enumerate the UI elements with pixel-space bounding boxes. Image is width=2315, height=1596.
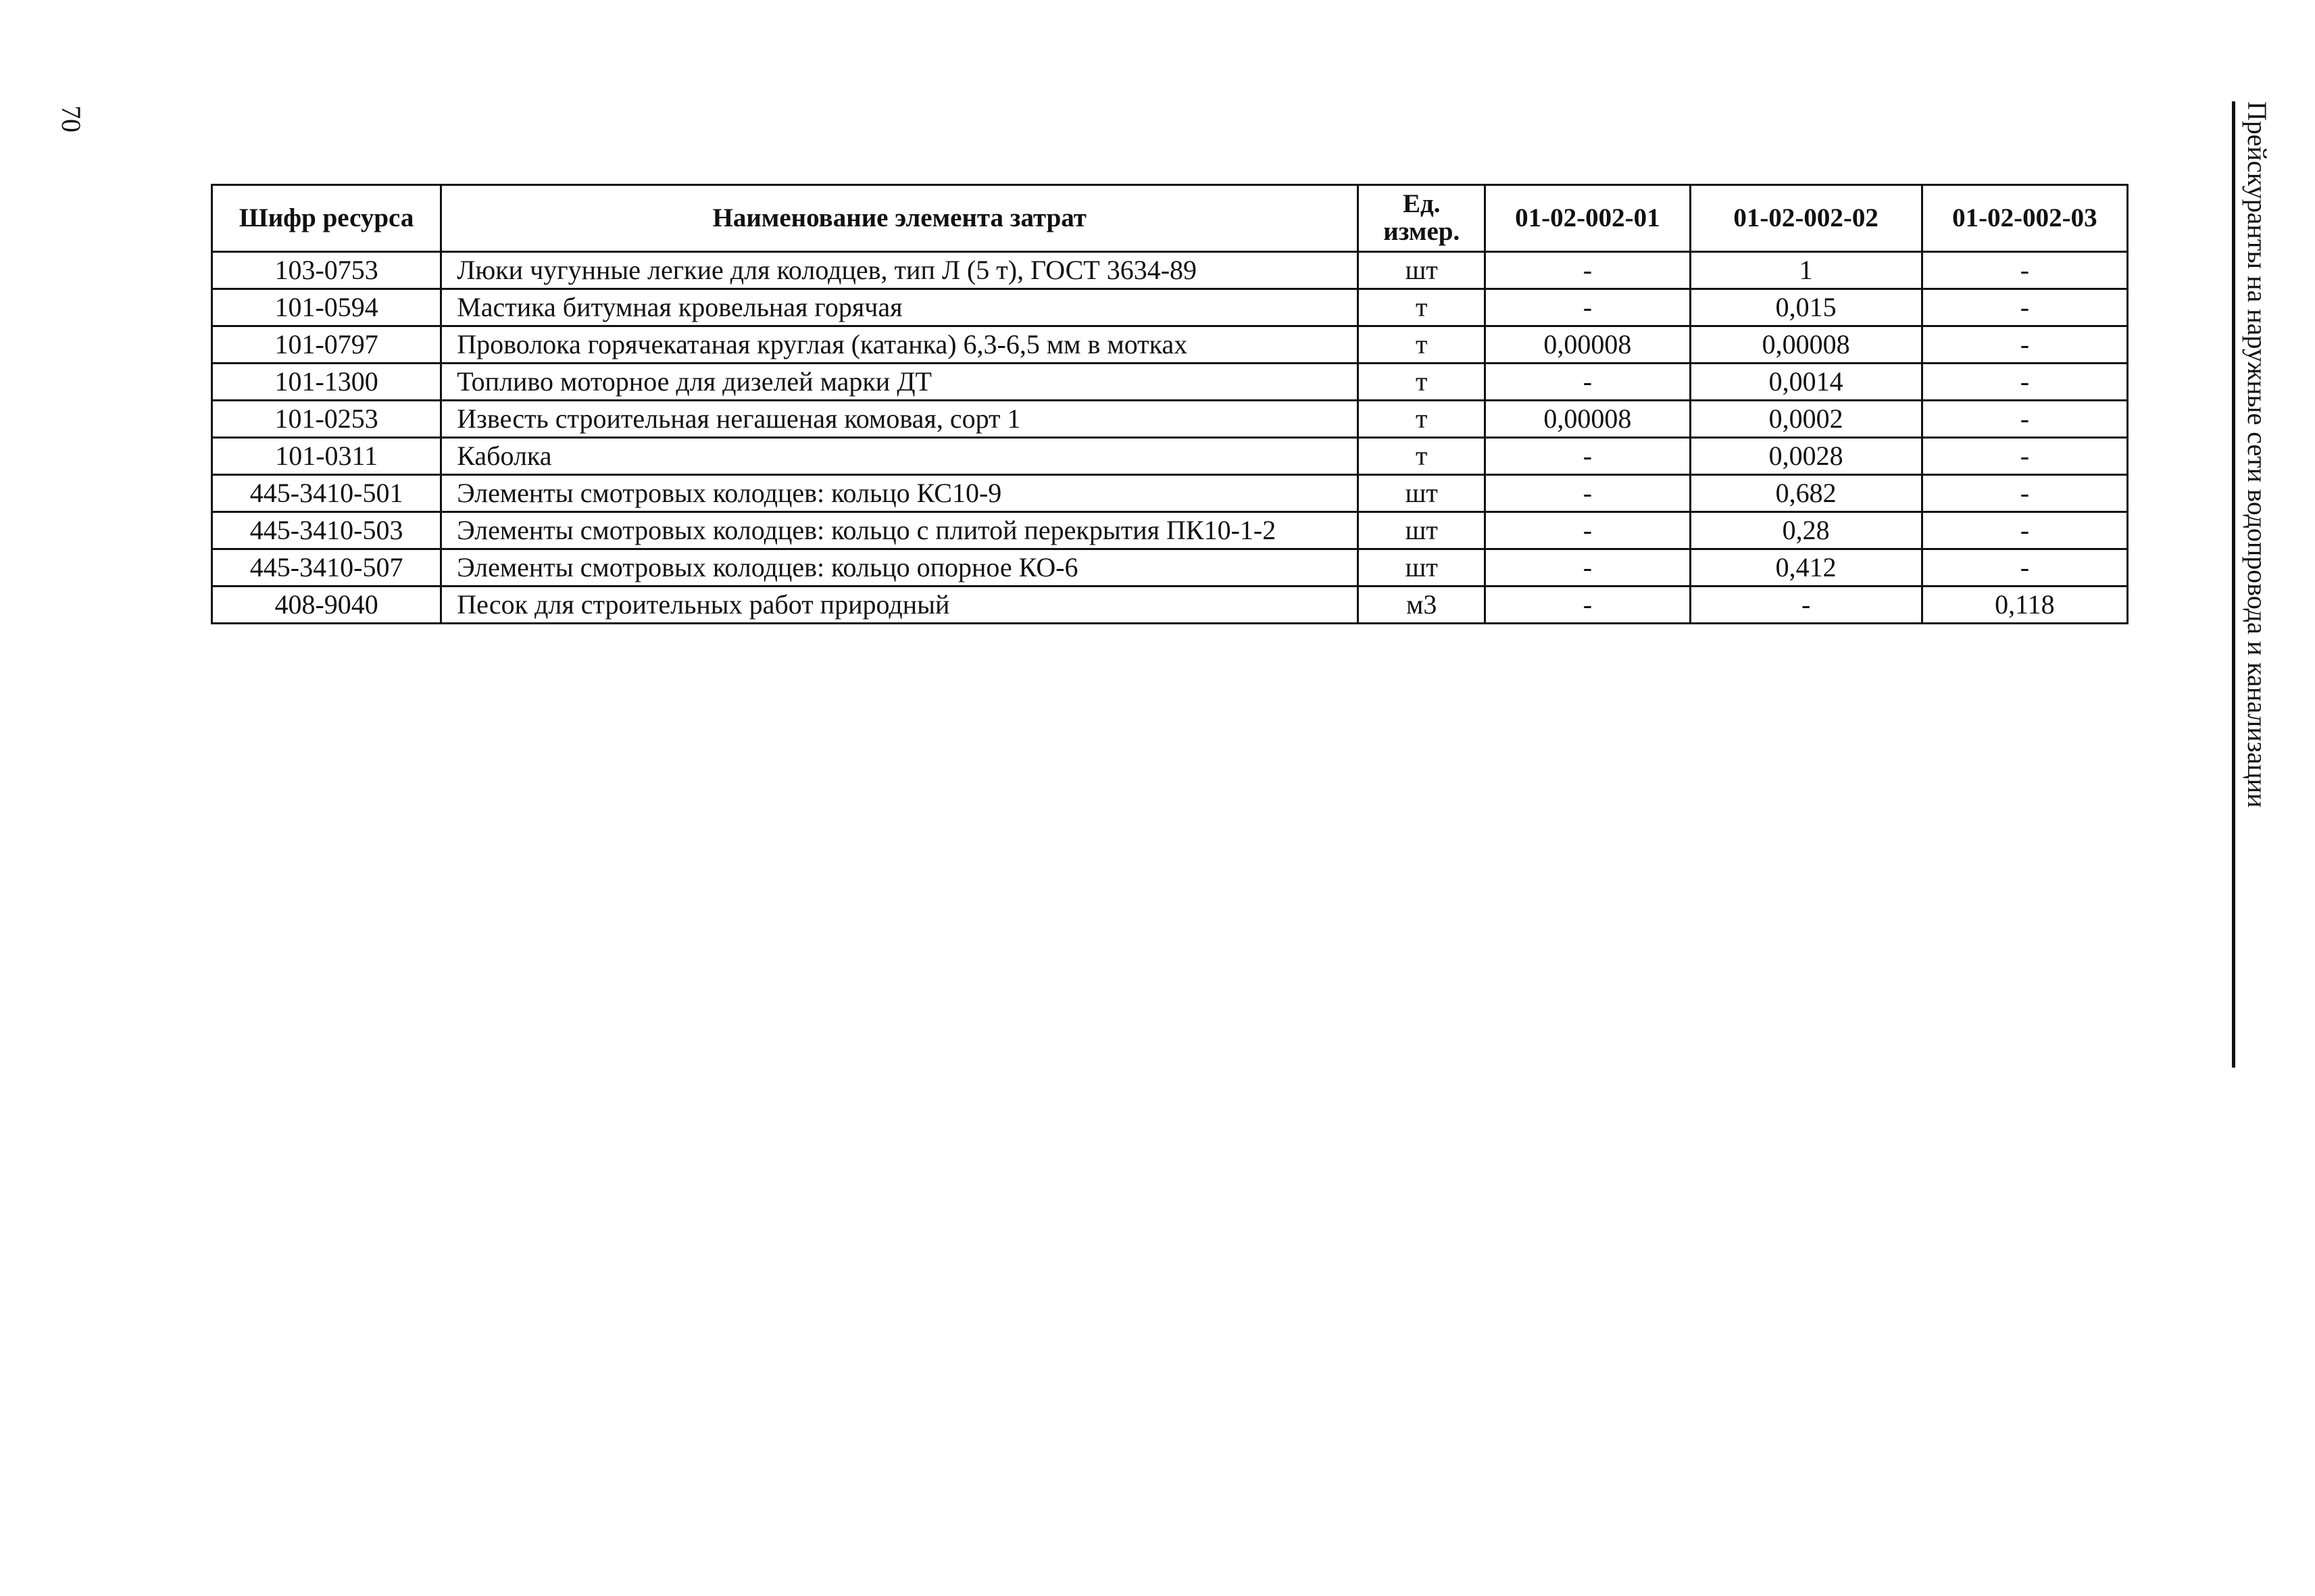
value-01-02-002-03-cell: - bbox=[1922, 401, 2127, 438]
value-01-02-002-01-cell: - bbox=[1485, 512, 1690, 549]
value-01-02-002-01-cell: 0,00008 bbox=[1485, 401, 1690, 438]
value-01-02-002-03-cell: - bbox=[1922, 512, 2127, 549]
page-number: 70 bbox=[56, 105, 87, 132]
value-01-02-002-03-cell: - bbox=[1922, 438, 2127, 475]
cost-element-name-cell: Песок для строительных работ природный bbox=[441, 587, 1358, 624]
cost-elements-table bbox=[211, 184, 2129, 624]
side-title: Прейскуранты на наружные сети водопровода и канализации bbox=[2242, 101, 2273, 808]
value-01-02-002-02-cell: 0,015 bbox=[1690, 289, 1922, 326]
unit-cell: шт bbox=[1358, 475, 1485, 512]
cost-element-name-cell: Известь строительная негашеная комовая, сорт 1 bbox=[441, 401, 1358, 438]
value-01-02-002-03-cell: 0,118 bbox=[1922, 587, 2127, 624]
value-01-02-002-03-cell: - bbox=[1922, 252, 2127, 289]
table-row bbox=[212, 289, 2128, 326]
value-01-02-002-01-cell: - bbox=[1485, 289, 1690, 326]
resource-code-cell: 445-3410-503 bbox=[212, 512, 441, 549]
table-row bbox=[212, 587, 2128, 624]
value-01-02-002-01-cell: 0,00008 bbox=[1485, 326, 1690, 364]
cost-element-name-cell: Элементы смотровых колодцев: кольцо опорное КО-6 bbox=[441, 549, 1358, 587]
table-row bbox=[212, 252, 2128, 289]
value-01-02-002-02-cell: 0,00008 bbox=[1690, 326, 1922, 364]
value-01-02-002-03-cell: - bbox=[1922, 364, 2127, 401]
table-row bbox=[212, 326, 2128, 364]
table-body bbox=[212, 252, 2128, 624]
value-01-02-002-01-cell: - bbox=[1485, 549, 1690, 587]
table-row bbox=[212, 549, 2128, 587]
unit-cell: шт bbox=[1358, 512, 1485, 549]
table-row bbox=[212, 401, 2128, 438]
resource-code-cell: 408-9040 bbox=[212, 587, 441, 624]
resource-code-cell: 445-3410-501 bbox=[212, 475, 441, 512]
unit-cell: т bbox=[1358, 289, 1485, 326]
header-col-01-02-002-01: 01-02-002-01 bbox=[1485, 185, 1690, 252]
header-cost-element-name: Наименование элемента затрат bbox=[441, 185, 1358, 252]
unit-cell: шт bbox=[1358, 549, 1485, 587]
resource-code-cell: 101-0311 bbox=[212, 438, 441, 475]
value-01-02-002-01-cell: - bbox=[1485, 364, 1690, 401]
unit-cell: т bbox=[1358, 364, 1485, 401]
value-01-02-002-02-cell: 0,0028 bbox=[1690, 438, 1922, 475]
cost-element-name-cell: Элементы смотровых колодцев: кольцо КС10-9 bbox=[441, 475, 1358, 512]
cost-element-name-cell: Мастика битумная кровельная горячая bbox=[441, 289, 1358, 326]
table-row bbox=[212, 512, 2128, 549]
cost-element-name-cell: Проволока горячекатаная круглая (катанка) 6,3-6,5 мм в мотках bbox=[441, 326, 1358, 364]
header-unit: Ед. измер. bbox=[1358, 185, 1485, 252]
value-01-02-002-01-cell: - bbox=[1485, 252, 1690, 289]
unit-cell: м3 bbox=[1358, 587, 1485, 624]
value-01-02-002-01-cell: - bbox=[1485, 475, 1690, 512]
table-row bbox=[212, 364, 2128, 401]
unit-cell: т bbox=[1358, 438, 1485, 475]
value-01-02-002-02-cell: - bbox=[1690, 587, 1922, 624]
unit-cell: шт bbox=[1358, 252, 1485, 289]
value-01-02-002-02-cell: 1 bbox=[1690, 252, 1922, 289]
value-01-02-002-03-cell: - bbox=[1922, 289, 2127, 326]
resource-code-cell: 445-3410-507 bbox=[212, 549, 441, 587]
value-01-02-002-02-cell: 0,0002 bbox=[1690, 401, 1922, 438]
cost-element-name-cell: Элементы смотровых колодцев: кольцо с плитой перекрытия ПК10-1-2 bbox=[441, 512, 1358, 549]
header-col-01-02-002-03: 01-02-002-03 bbox=[1922, 185, 2127, 252]
resource-code-cell: 103-0753 bbox=[212, 252, 441, 289]
resource-code-cell: 101-0253 bbox=[212, 401, 441, 438]
resource-code-cell: 101-1300 bbox=[212, 364, 441, 401]
resource-code-cell: 101-0797 bbox=[212, 326, 441, 364]
value-01-02-002-02-cell: 0,0014 bbox=[1690, 364, 1922, 401]
table-row bbox=[212, 475, 2128, 512]
value-01-02-002-03-cell: - bbox=[1922, 326, 2127, 364]
value-01-02-002-02-cell: 0,412 bbox=[1690, 549, 1922, 587]
resource-code-cell: 101-0594 bbox=[212, 289, 441, 326]
table-row bbox=[212, 438, 2128, 475]
unit-cell: т bbox=[1358, 326, 1485, 364]
value-01-02-002-03-cell: - bbox=[1922, 475, 2127, 512]
cost-element-name-cell: Люки чугунные легкие для колодцев, тип Л (5 т), ГОСТ 3634-89 bbox=[441, 252, 1358, 289]
header-col-01-02-002-02: 01-02-002-02 bbox=[1690, 185, 1922, 252]
cost-element-name-cell: Каболка bbox=[441, 438, 1358, 475]
value-01-02-002-02-cell: 0,28 bbox=[1690, 512, 1922, 549]
value-01-02-002-02-cell: 0,682 bbox=[1690, 475, 1922, 512]
value-01-02-002-01-cell: - bbox=[1485, 438, 1690, 475]
header-resource-code: Шифр ресурса bbox=[212, 185, 441, 252]
cost-element-name-cell: Топливо моторное для дизелей марки ДТ bbox=[441, 364, 1358, 401]
value-01-02-002-03-cell: - bbox=[1922, 549, 2127, 587]
side-title-container bbox=[2227, 101, 2288, 865]
table-header-row bbox=[212, 185, 2128, 252]
unit-cell: т bbox=[1358, 401, 1485, 438]
value-01-02-002-01-cell: - bbox=[1485, 587, 1690, 624]
